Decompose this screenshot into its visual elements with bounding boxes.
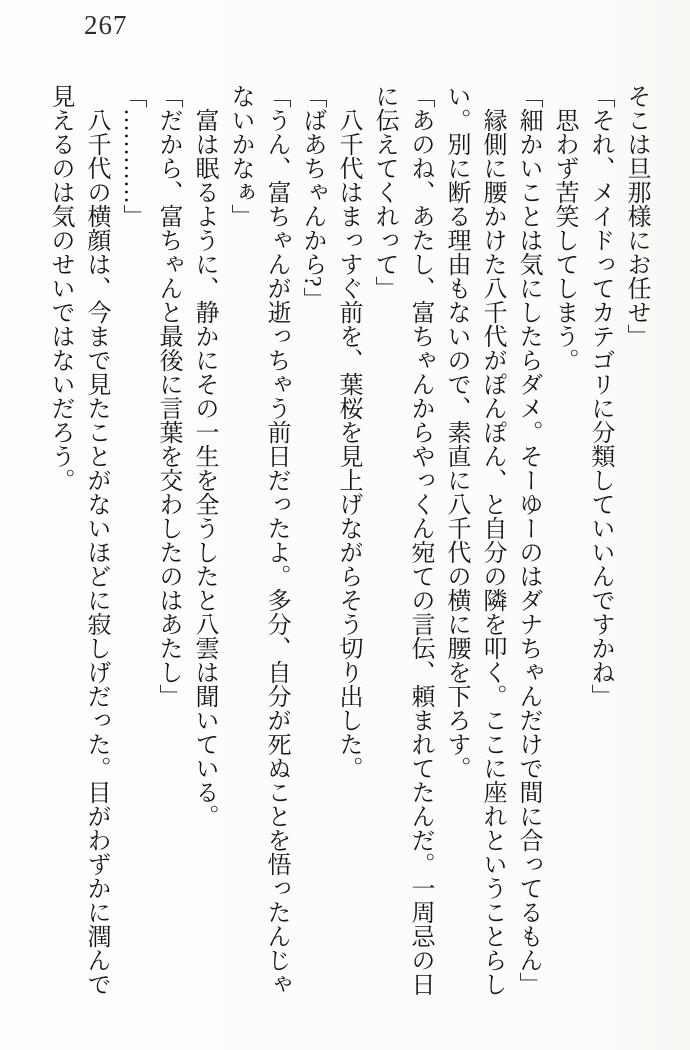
text-line: 「ばあちゃんから?」 [299,84,325,311]
text-block [42,84,654,1002]
text-line: 富は眠るように、静かにその一生を全うしたと八雲は聞いている。 [191,108,217,828]
text-line: 八千代の横顔は、今まで見たことがないほどに寂しげだった。目がわずかに潤んで [83,108,109,996]
text-line: 八千代はまっすぐ前を、葉桜を見上げながらそう切り出した。 [335,108,361,780]
text-line: 「だから、富ちゃんと最後に言葉を交わしたのはあたし」 [155,84,181,708]
text-line: に伝えてくれって」 [371,84,397,300]
page-number: 267 [84,10,128,40]
text-line: ないかなぁ」 [227,84,253,228]
text-line: そこは旦那様にお任せ」 [623,84,649,348]
text-line: 「…………」 [119,84,145,228]
text-line: 思わず苦笑してしまう。 [551,108,577,372]
text-line: 「うん、富ちゃんが逝っちゃう前日だったよ。多分、自分が死ぬことを悟ったんじゃ [263,84,289,996]
text-line: い。別に断る理由もないので、素直に八千代の横に腰を下ろす。 [443,84,469,780]
text-line: 縁側に腰かけた八千代がぽんぽん、と自分の隣を叩く。ここに座れということらし [479,108,505,996]
text-line: 「あのね、あたし、富ちゃんからやっくん宛ての言伝、頼まれてたんだ。一周忌の日 [407,84,433,996]
text-line: 「細かいことは気にしたらダメ。そーゆーのはダナちゃんだけで間に合ってるもん」 [515,84,541,996]
text-line: 「それ、メイドってカテゴリに分類していいんですかね」 [587,84,613,708]
text-line: 見えるのは気のせいではないだろう。 [47,84,73,492]
